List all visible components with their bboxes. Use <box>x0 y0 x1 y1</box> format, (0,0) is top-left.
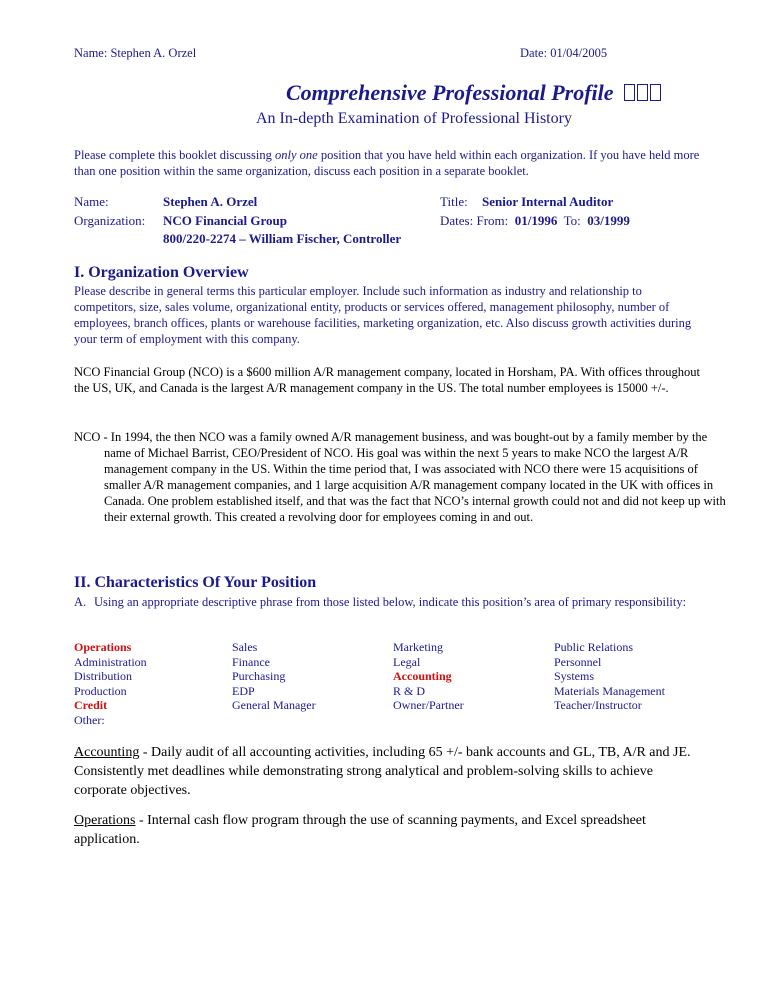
page-title <box>286 80 663 106</box>
info-title-label: Title: <box>440 194 468 209</box>
responsibility-option: Teacher/Instructor <box>554 698 642 712</box>
accounting-answer <box>74 743 700 800</box>
page-subtitle: An In-depth Examination of Professional History <box>256 110 572 127</box>
responsibility-option: Credit <box>74 698 108 712</box>
responsibility-option: Marketing <box>393 640 443 654</box>
section-1-heading: I. Organization Overview <box>74 264 249 281</box>
info-name-label: Name: <box>74 194 109 209</box>
responsibility-option: Owner/Partner <box>393 698 464 712</box>
operations-term: Operations <box>74 813 136 828</box>
info-dates-to: 03/1999 <box>587 213 630 228</box>
intro-paragraph <box>74 147 700 179</box>
info-name-value: Stephen A. Orzel <box>163 194 258 209</box>
accounting-term: Accounting <box>74 745 140 760</box>
responsibility-option: General Manager <box>232 698 316 712</box>
responsibility-option: EDP <box>232 683 255 698</box>
info-org-label: Organization: <box>74 213 146 228</box>
responsibility-option: Personnel <box>554 654 602 669</box>
header-date: Date: 01/04/2005 <box>520 46 608 60</box>
accounting-description: - Daily audit of all accounting activities, including 65 +/- bank accounts and GL, TB, A/R and JE. Consistently met deadlines while demonstrating strong analytical and problem-solving skills to achieve corporate objectives. <box>74 745 691 798</box>
intro-text-2: position that you have held within each organization. If you have held more than one position within the same organization, discuss each position in a separate booklet. <box>74 148 700 178</box>
responsibility-option: Systems <box>554 669 595 683</box>
section-1-instructions: Please describe in general terms this particular employer. Include such information as industry and relationship to competitors, size, sales volume, organizational entity, products or services offered, management philosophy, number of employees, branch offices, plants or warehouse facilities, marketing organization, etc. Also discuss growth activities during your term of employment with this company. <box>74 284 692 346</box>
intro-text-1: Please complete this booklet discussing <box>74 148 276 162</box>
responsibility-option: Purchasing <box>232 669 286 683</box>
responsibility-option: R & D <box>393 683 426 698</box>
checkbox-boxes-icon <box>624 84 663 105</box>
title-text: Comprehensive Professional Profile <box>286 80 614 105</box>
section-1-answer-2: NCO - In 1994, the then NCO was a family owned A/R management business, and was bought-out by a family member by the name of Michael Barrist, CEO/President of NCO. His goal was within the next 5 years to make NCO the largest A/R management company in the US. Within the time period that, I was associated with NCO there were 15 acquisitions of smaller A/R management companies, and 1 large acquisition A/R management company located in the UK with offices in Canada. One problem established itself, and that was the fact that NCO’s internal growth could not and did not keep up with their external growth. This created a revolving door for employees coming in and out. <box>74 430 726 524</box>
info-title-value: Senior Internal Auditor <box>482 194 614 209</box>
responsibility-option: Legal <box>393 654 421 669</box>
info-dates-from: 01/1996 <box>514 213 558 228</box>
responsibility-option: Materials Management <box>554 683 665 698</box>
responsibility-option: Operations <box>74 640 132 654</box>
responsibility-option: Finance <box>232 654 270 669</box>
responsibility-option: Other: <box>74 712 105 727</box>
responsibility-option: Sales <box>232 640 258 654</box>
info-dates-to-label: To: <box>563 213 581 228</box>
responsibility-option: Production <box>74 683 127 698</box>
info-dates-label: Dates: From: <box>440 213 509 228</box>
responsibility-option: Public Relations <box>554 640 633 654</box>
responsibility-option: Administration <box>74 654 147 669</box>
responsibility-option: Accounting <box>393 669 452 683</box>
header-name: Name: Stephen A. Orzel <box>74 46 197 60</box>
info-contact: 800/220-2274 – William Fischer, Controller <box>163 231 402 246</box>
info-dates <box>440 213 630 229</box>
responsibility-option: Distribution <box>74 669 133 683</box>
operations-answer <box>74 811 700 849</box>
section-1-answer-1: NCO Financial Group (NCO) is a $600 million A/R management company, located in Horsham, PA. With offices throughout the US, UK, and Canada is the largest A/R management company in the US. The total number employees is 15000 +/-. <box>74 365 700 395</box>
operations-description: - Internal cash flow program through the use of scanning payments, and Excel spreadsheet application. <box>74 813 646 847</box>
info-org-value: NCO Financial Group <box>163 213 288 228</box>
section-2-heading: II. Characteristics Of Your Position <box>74 574 317 591</box>
section-2-question: Using an appropriate descriptive phrase from those listed below, indicate this position’s area of primary responsibility: <box>94 595 687 609</box>
intro-emphasis: only one <box>275 148 318 162</box>
section-2-question-prefix: A. <box>74 595 87 609</box>
